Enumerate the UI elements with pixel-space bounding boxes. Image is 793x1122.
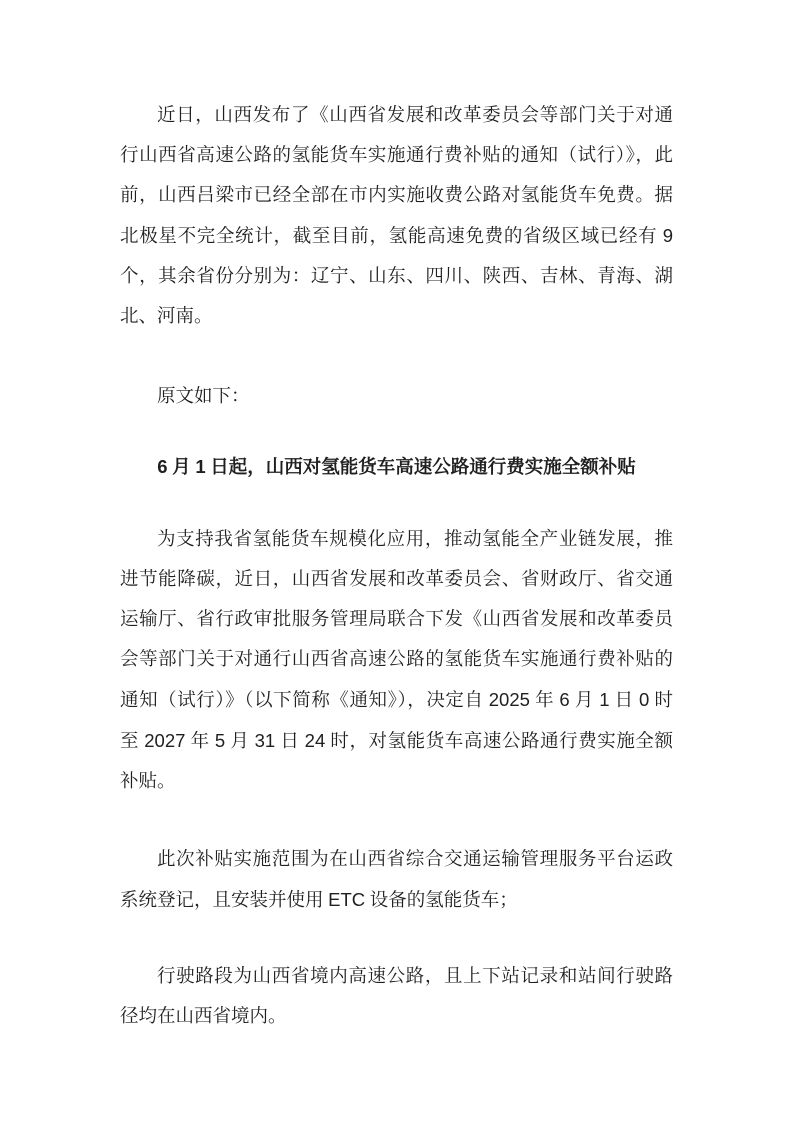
paragraph-policy: 为支持我省氢能货车规模化应用，推动氢能全产业链发展，推进节能降碳，近日，山西省发展和改革委员会、省财政厅、省交通运输厅、省行政审批服务管理局联合下发《山西省发展和改革委员会等部门关于对通行山西省高速公路的氢能货车实施通行费补贴的通知（试行）》（以下简称《通知》），决定自 2025 年 6 月 1 日 0 时至 2027 年 5 月 31 日 24 时，对氢能货车高速公路通行费实施全额补贴。 (120, 530, 673, 792)
paragraph-scope: 此次补贴实施范围为在山西省综合交通运输管理服务平台运政系统登记，且安装并使用 ETC 设备的氢能货车； (120, 850, 673, 911)
article-title: 6 月 1 日起，山西对氢能货车高速公路通行费实施全额补贴 (157, 456, 636, 478)
paragraph-source-label: 原文如下： (157, 387, 250, 407)
paragraph-intro: 近日，山西发布了《山西省发展和改革委员会等部门关于对通行山西省高速公路的氢能货车实施通行费补贴的通知（试行）》，此前，山西吕梁市已经全部在市内实施收费公路对氢能货车免费。据北极星不完全统计，截至目前，氢能高速免费的省级区域已经有 9 个，其余省份分别为：辽宁、山东、四川、陕西、吉林、青海、湖北、河南。 (120, 106, 673, 327)
paragraph-route: 行驶路段为山西省境内高速公路，且上下站记录和站间行驶路径均在山西省境内。 (120, 967, 673, 1027)
